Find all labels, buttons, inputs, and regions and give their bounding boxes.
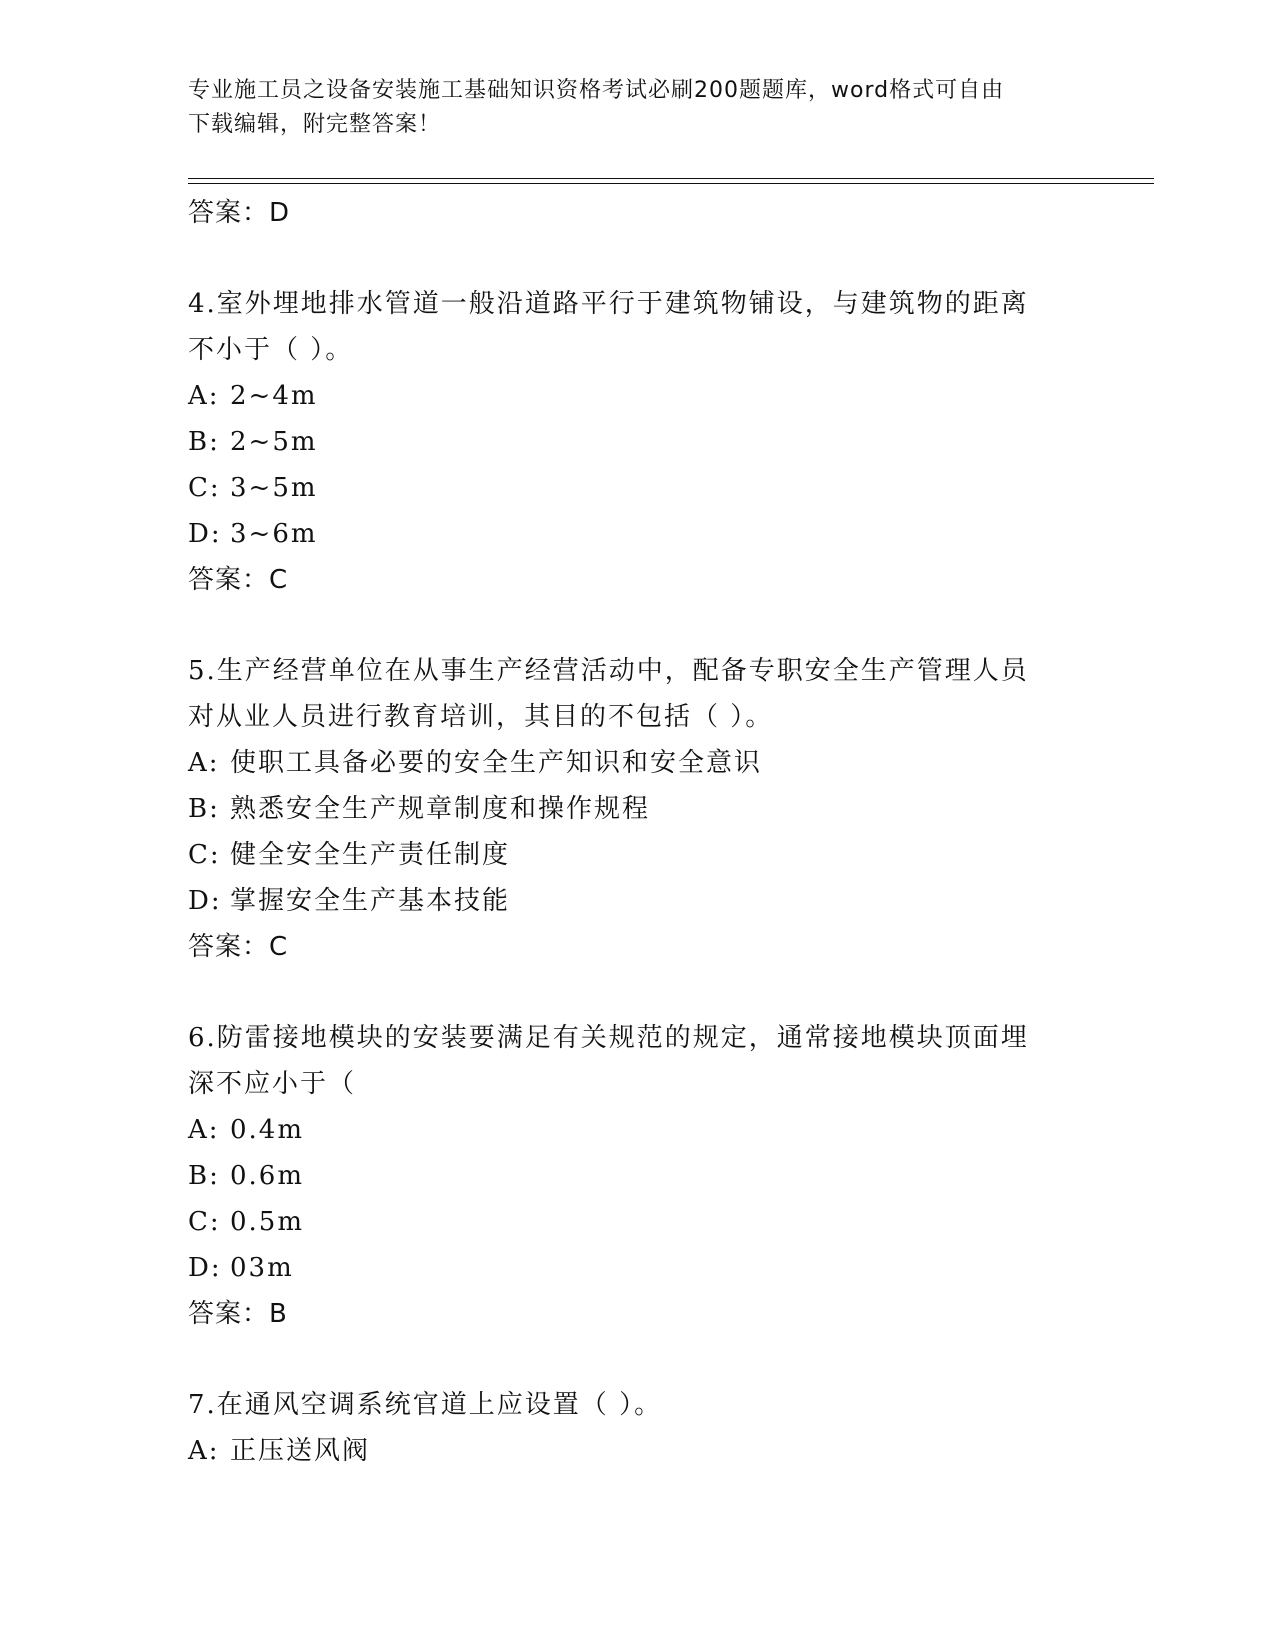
option-text: 掌握安全生产基本技能 bbox=[230, 886, 511, 916]
option-d bbox=[188, 511, 1088, 557]
option-b bbox=[188, 786, 1088, 832]
question-block bbox=[188, 1015, 1088, 1337]
question-stem: 7.在通风空调系统官道上应设置（ ）。 bbox=[188, 1390, 663, 1420]
option-text: 熟悉安全生产规章制度和操作规程 bbox=[230, 794, 651, 824]
option-a bbox=[188, 1428, 1088, 1474]
option-text: 0.5m bbox=[230, 1207, 305, 1237]
option-letter: A: bbox=[188, 748, 220, 778]
option-letter: B: bbox=[188, 1161, 220, 1191]
option-text: 0.6m bbox=[230, 1161, 305, 1191]
question-stem: 5.生产经营单位在从事生产经营活动中，配备专职安全生产管理人员 bbox=[188, 656, 1029, 686]
question-block bbox=[188, 1382, 1088, 1474]
option-text: 2~5m bbox=[230, 427, 318, 457]
question-stem: 对从业人员进行教育培训，其目的不包括（ ）。 bbox=[188, 702, 774, 732]
answer-line: 答案：C bbox=[188, 565, 289, 595]
option-letter: B: bbox=[188, 427, 220, 457]
option-a bbox=[188, 740, 1088, 786]
option-b bbox=[188, 419, 1088, 465]
answer-line: 答案：C bbox=[188, 932, 289, 962]
option-c bbox=[188, 1199, 1088, 1245]
question-stem: 深不应小于（ bbox=[188, 1069, 357, 1099]
option-letter: A: bbox=[188, 1115, 220, 1145]
option-text: 0.4m bbox=[230, 1115, 305, 1145]
question-list bbox=[188, 190, 1088, 1474]
question-stem: 不小于（ ）。 bbox=[188, 335, 354, 365]
spacer bbox=[188, 970, 1088, 1015]
option-a bbox=[188, 373, 1088, 419]
question-stem: 4.室外埋地排水管道一般沿道路平行于建筑物铺设，与建筑物的距离 bbox=[188, 289, 1029, 319]
option-letter: D: bbox=[188, 1253, 222, 1283]
option-text: 3~6m bbox=[230, 519, 318, 549]
option-d bbox=[188, 878, 1088, 924]
option-text: 健全安全生产责任制度 bbox=[230, 840, 511, 870]
answer-line: 答案：D bbox=[188, 198, 291, 228]
question-stem: 6.防雷接地模块的安装要满足有关规范的规定，通常接地模块顶面埋 bbox=[188, 1023, 1029, 1053]
option-letter: C: bbox=[188, 1207, 221, 1237]
option-text: 使职工具备必要的安全生产知识和安全意识 bbox=[230, 748, 763, 778]
spacer bbox=[188, 1337, 1088, 1382]
option-letter: C: bbox=[188, 473, 221, 503]
option-text: 正压送风阀 bbox=[230, 1436, 371, 1466]
option-letter: C: bbox=[188, 840, 221, 870]
option-a bbox=[188, 1107, 1088, 1153]
option-letter: D: bbox=[188, 519, 222, 549]
header-divider-bottom bbox=[188, 183, 1154, 184]
option-text: 3~5m bbox=[230, 473, 318, 503]
question-block bbox=[188, 281, 1088, 603]
header-line-2: 下载编辑，附完整答案！ bbox=[188, 112, 442, 137]
option-c bbox=[188, 832, 1088, 878]
spacer bbox=[188, 603, 1088, 648]
option-letter: B: bbox=[188, 794, 220, 824]
header-line-1: 专业施工员之设备安装施工基础知识资格考试必刷200题题库，word格式可自由 bbox=[188, 78, 1005, 103]
option-text: 03m bbox=[230, 1253, 294, 1283]
option-d bbox=[188, 1245, 1088, 1291]
spacer bbox=[188, 236, 1088, 281]
option-text: 2~4m bbox=[230, 381, 318, 411]
header-divider-top bbox=[188, 178, 1154, 179]
answer-line: 答案：B bbox=[188, 1299, 288, 1329]
option-letter: D: bbox=[188, 886, 222, 916]
question-block bbox=[188, 648, 1088, 970]
option-letter: A: bbox=[188, 381, 220, 411]
document-header bbox=[188, 74, 1068, 142]
option-c bbox=[188, 465, 1088, 511]
option-b bbox=[188, 1153, 1088, 1199]
option-letter: A: bbox=[188, 1436, 220, 1466]
